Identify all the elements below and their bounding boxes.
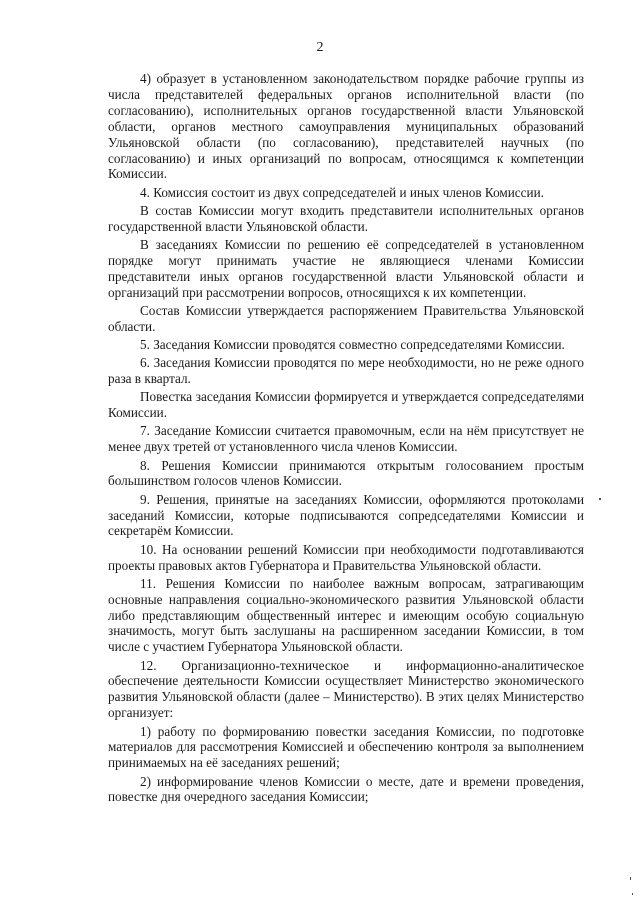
scan-speck [630, 877, 631, 880]
paragraph-10-legal-acts: 10. На основании решений Комиссии при необходимости подготавливаются проекты правовых актов Губернатора и Правительства Ульяновской области. [108, 541, 584, 573]
page-number: 2 [316, 40, 324, 55]
paragraph-8-voting: 8. Решения Комиссии принимаются открытым голосованием простым большинством голосов членов Комиссии. [108, 457, 584, 489]
paragraph-composition-approval: Состав Комиссии утверждается распоряжением Правительства Ульяновской области. [108, 302, 584, 334]
paragraph-item-4-working-groups: 4) образует в установленном законодательством порядке рабочие группы из числа представителей федеральных органов исполнительной власти (по согласованию), исполнительных органов государственной власти Ульяновской области, органов местного самоуправления муниципальных образований Ульяновской области (по согласованию), представителей научных (по согласованию) и иных организаций по вопросам, относящимся к компетенции Комиссии. [108, 71, 584, 182]
scan-speck [632, 893, 633, 895]
paragraph-4-composition: 4. Комиссия состоит из двух сопредседателей и иных членов Комиссии. [140, 184, 544, 200]
document-body [108, 71, 584, 805]
paragraph-12-item-1: 1) работу по формированию повестки заседания Комиссии, по подготовке материалов для рассмотрения Комиссией и обеспечению контроля за выполнением принимаемых на её заседаниях решений; [108, 723, 584, 771]
paragraph-5-meetings: 5. Заседания Комиссии проводятся совместно сопредседателями Комиссии. [140, 336, 565, 352]
scan-speck [599, 498, 601, 500]
paragraph-11-extended-meeting: 11. Решения Комиссии по наиболее важным вопросам, затрагивающим основные направления социально-экономического развития Ульяновской области либо представляющим общественный интерес и имеющим особую социальную значимость, могут быть заслушаны на расширенном заседании Комиссии, в том числе с участием Губернатора Ульяновской области. [108, 575, 584, 655]
paragraph-12-item-2: 2) информирование членов Комиссии о месте, дате и времени проведения, повестке дня очередного заседания Комиссии; [108, 773, 584, 805]
paragraph-9-protocols: 9. Решения, принятые на заседаниях Комиссии, оформляются протоколами заседаний Комиссии, которые подписываются сопредседателями Комиссии и секретарём Комиссии. [108, 491, 584, 539]
paragraph-6-frequency: 6. Заседания Комиссии проводятся по мере необходимости, но не реже одного раза в квартал. [108, 355, 584, 387]
paragraph-composition-members: В состав Комиссии могут входить представители исполнительных органов государственной власти Ульяновской области. [108, 202, 584, 234]
paragraph-7-quorum: 7. Заседание Комиссии считается правомочным, если на нём присутствует не менее двух третей от установленного числа членов Комиссии. [108, 423, 584, 455]
paragraph-agenda: Повестка заседания Комиссии формируется и утверждается сопредседателями Комиссии. [108, 389, 584, 421]
paragraph-meeting-participants: В заседаниях Комиссии по решению её сопредседателей в установленном порядке могут принимать участие не являющиеся членами Комиссии представители иных органов государственной власти Ульяновской области и организаций при рассмотрении вопросов, относящихся к их компетенции. [108, 236, 584, 300]
paragraph-12-ministry-support: 12. Организационно-техническое и информационно-аналитическое обеспечение деятельности Комиссии осуществляет Министерство экономического развития Ульяновской области (далее – Министерство). В этих целях Министерство организует: [108, 657, 584, 721]
